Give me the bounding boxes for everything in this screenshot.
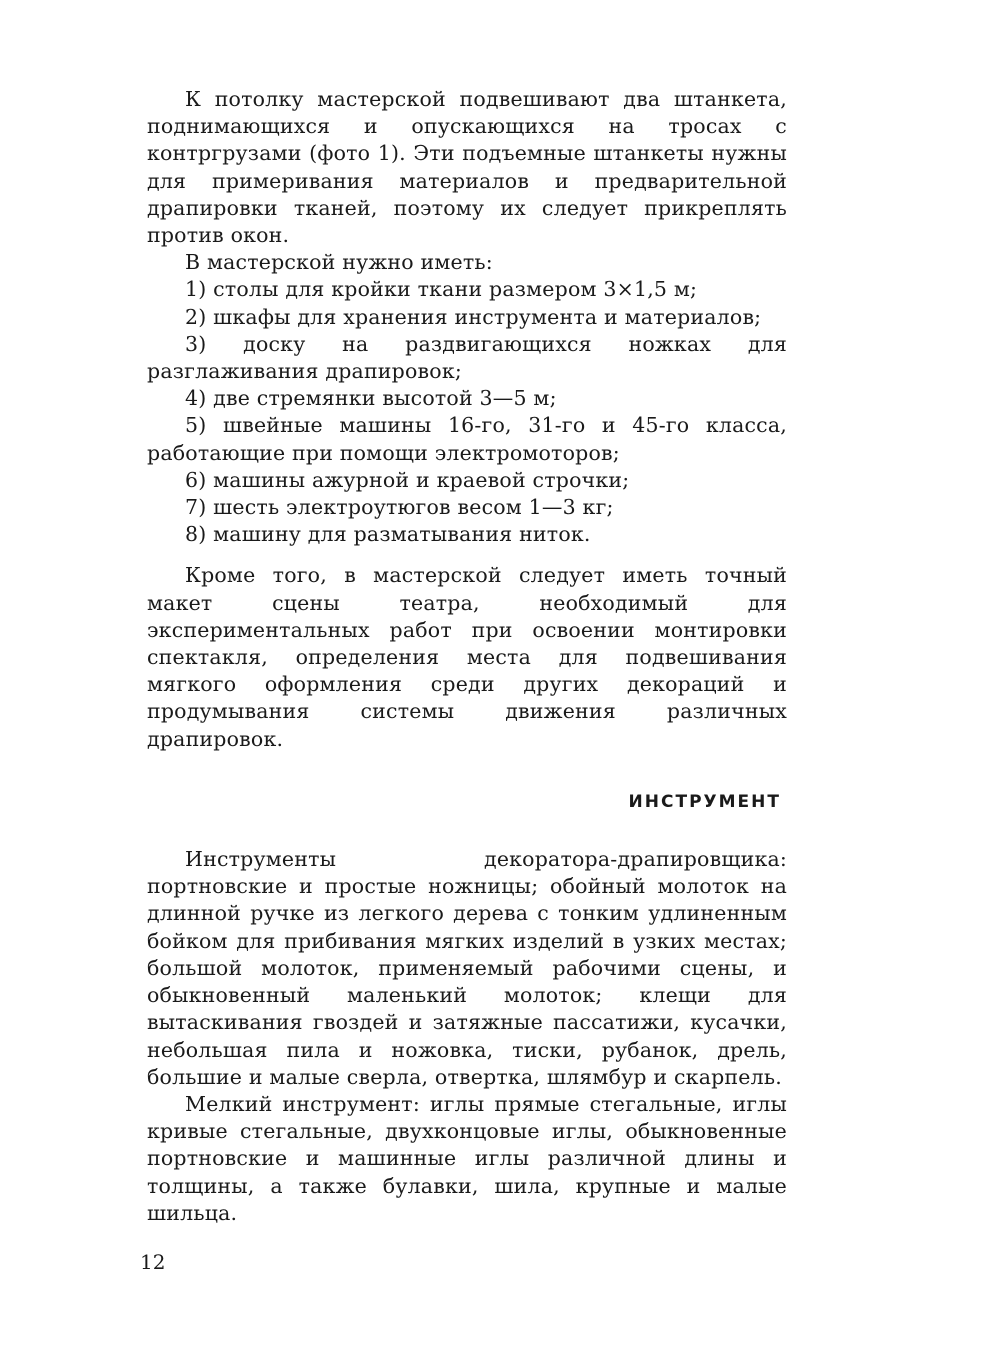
list-item: 4) две стремянки высотой 3—5 м;	[185, 386, 557, 411]
list-item: 2) шкафы для хранения инструмента и материалов;	[185, 304, 762, 329]
page-body	[147, 86, 787, 1227]
paragraph-stage-model: Кроме того, в мастерской следует иметь точный макет сцены театра, необходимый для экспериментальных работ при освоении монтировки спектакля, определения места для подвешивания мягкого оформления среди других декораций и продумывания системы движения различных драпировок.	[147, 563, 787, 751]
equipment-list	[147, 276, 787, 548]
section-heading: ИНСТРУМЕНТ	[628, 791, 781, 812]
list-item: 8) машину для разматывания ниток.	[185, 522, 591, 547]
paragraph-instruments: Инструменты декоратора-драпировщика: портновские и простые ножницы; обойный молоток на длинной ручке из легкого дерева с тонким удлиненным бойком для прибивания мягких изделий в узких местах; большой молоток, применяемый рабочими сцены, и обыкновенный маленький молоток; клещи для вытаскивания гвоздей и затяжные пассатижи, кусачки, небольшая пила и ножовка, тиски, рубанок, дрель, большие и малые сверла, отвертка, шлямбур и скарпель.	[147, 847, 787, 1089]
list-item: 1) столы для кройки ткани размером 3×1,5 м;	[185, 277, 698, 302]
paragraph-small-tools: Мелкий инструмент: иглы прямые стегальные, иглы кривые стегальные, двухконцовые иглы, обыкновенные портновские и машинные иглы различной длины и толщины, а также булавки, шила, крупные и малые шильца.	[147, 1091, 787, 1225]
list-item: 7) шесть электроутюгов весом 1—3 кг;	[185, 495, 614, 520]
list-item: 3) доску на раздвигающихся ножках для разглаживания драпировок;	[147, 331, 787, 384]
list-item: 5) швейные машины 16-го, 31-го и 45-го класса, работающие при помощи электромоторов;	[147, 413, 787, 465]
list-item: 6) машины ажурной и краевой строчки;	[185, 467, 630, 492]
paragraph-workshop-needs-intro: В мастерской нужно иметь:	[185, 250, 493, 275]
page-number: 12	[140, 1250, 166, 1274]
paragraph-ceiling-battens: К потолку мастерской подвешивают два штанкета, поднимающихся и опускающихся на тросах с контргрузами (фото 1). Эти подъемные штанкеты нужны для примеривания материалов и предварительной драпировки тканей, поэтому их следует прикреплять против окон.	[147, 87, 787, 248]
